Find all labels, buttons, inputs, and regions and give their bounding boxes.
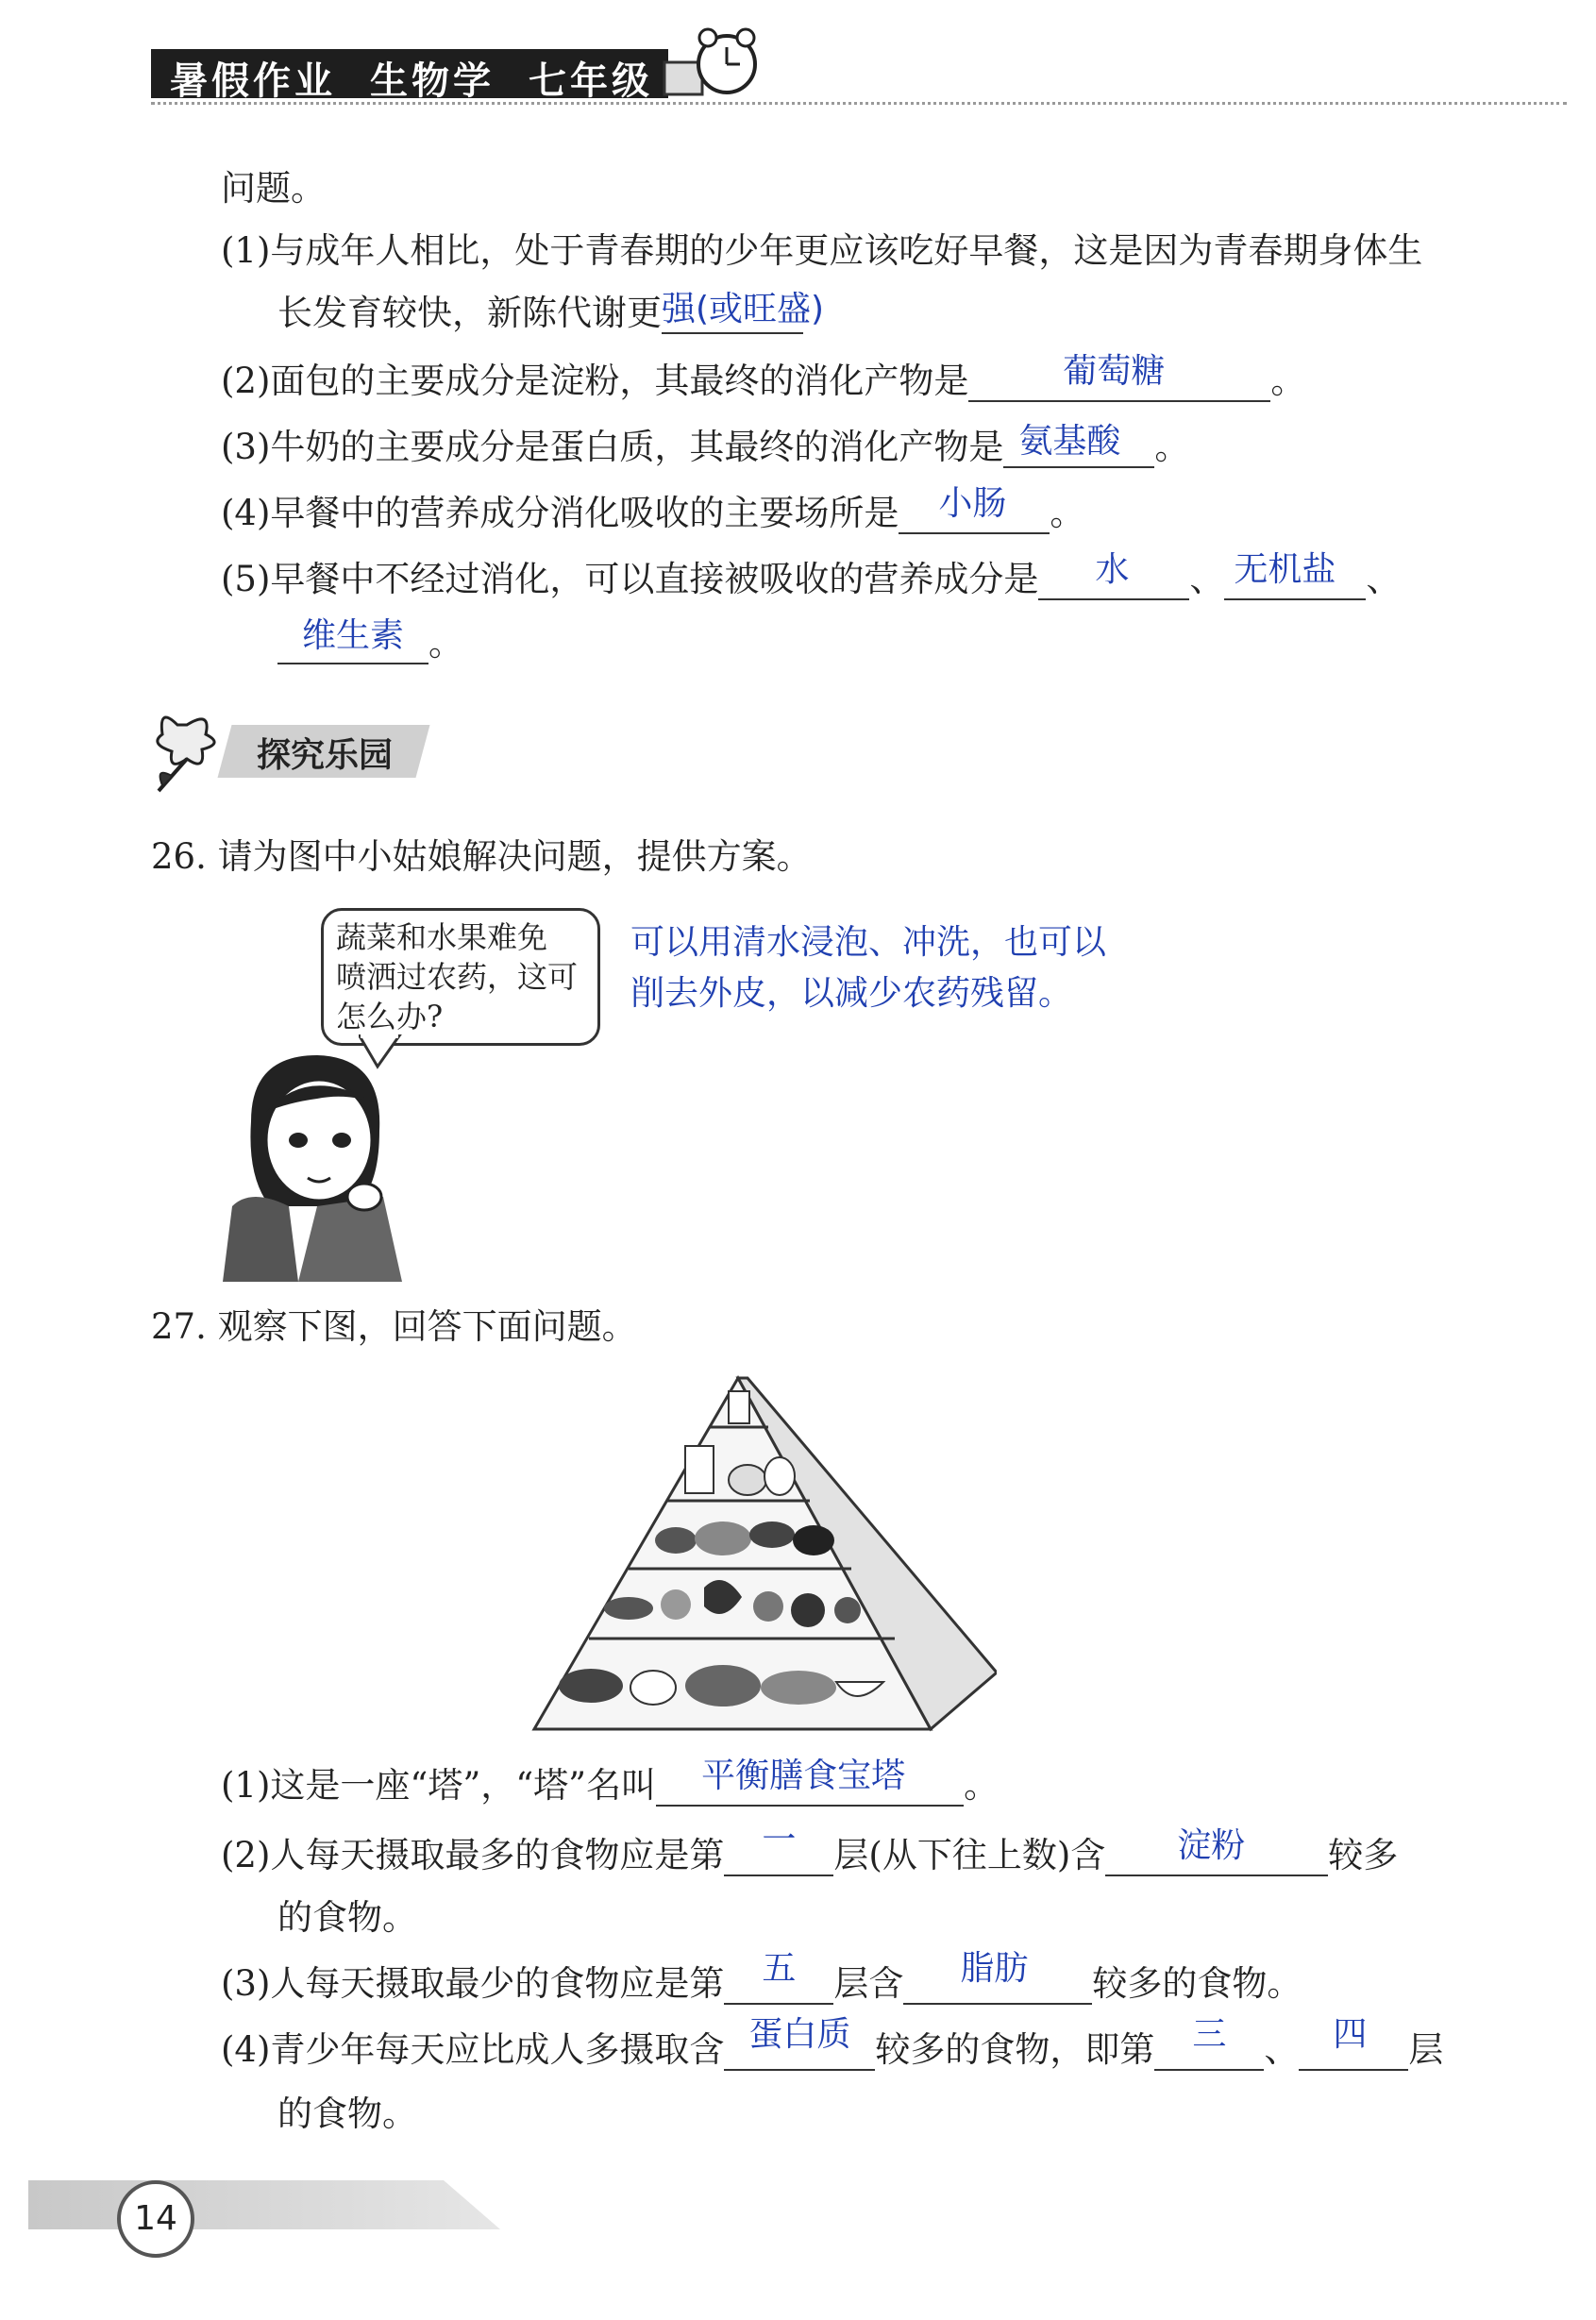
page-number: 14 <box>117 2180 194 2258</box>
q27-s4-blank2 <box>1154 2015 1264 2071</box>
q27-s4-text-d: 的食物。 <box>277 2093 417 2134</box>
q27-s1-answer: 平衡膳食宝塔 <box>701 1757 906 1795</box>
header-subject: 生物学 <box>370 59 495 103</box>
q25-line0: 问题。 <box>221 168 326 209</box>
q27-s4 <box>221 2015 1444 2071</box>
q25-s1-line-a: (1)与成年人相比，处于青春期的少年更应该吃好早餐，这是因为青春期身体生 <box>221 230 1423 271</box>
period: 。 <box>964 1765 1000 1806</box>
q25-s1-text: 长发育较快，新陈代谢更 <box>277 293 662 333</box>
q25-s1-blank <box>662 290 825 334</box>
period: 。 <box>1270 361 1306 401</box>
q27-s2-answer2: 淀粉 <box>1177 1826 1246 1865</box>
header-book: 暑假作业 <box>170 59 336 103</box>
q26-prompt: 26. 请为图中小姑娘解决问题，提供方案。 <box>151 836 812 877</box>
q25-s2-answer: 葡萄糖 <box>1063 352 1166 391</box>
q27-s4-answer2: 三 <box>1192 2015 1227 2054</box>
q27-s4-blank3 <box>1299 2015 1408 2071</box>
bubble-line3: 怎么办? <box>336 999 444 1034</box>
q27-s4-text-a: (4)青少年每天应比成人多摄取含 <box>221 2029 725 2070</box>
period: 。 <box>428 623 463 664</box>
q25-s5-line-b <box>277 616 463 664</box>
q25-s3-text: (3)牛奶的主要成分是蛋白质，其最终的消化产物是 <box>221 427 1004 467</box>
q25-s5-blank3 <box>277 616 428 664</box>
separator: 、 <box>1366 559 1402 599</box>
q27-s2-text-c: 较多 <box>1328 1835 1399 1875</box>
q27-s3 <box>221 1949 1302 2005</box>
q26-answer-line1: 可以用清水浸泡、冲洗，也可以 <box>630 923 1107 962</box>
footer-bar <box>28 2180 500 2229</box>
bubble-line1: 蔬菜和水果难免 <box>336 919 548 955</box>
q27-s2-text-d: 的食物。 <box>277 1897 417 1938</box>
girl-illustration <box>213 1046 402 1291</box>
q27-s3-answer2: 脂肪 <box>960 1949 1029 1988</box>
header-grade: 七年级 <box>529 59 653 103</box>
q27-s2-text-a: (2)人每天摄取最多的食物应是第 <box>221 1835 725 1875</box>
q27-s4-text-b: 较多的食物，即第 <box>875 2029 1155 2070</box>
q25-s4-blank <box>899 484 1050 534</box>
q27-s1-blank <box>656 1757 964 1807</box>
q25-s5-answer1: 水 <box>1095 550 1130 589</box>
q25-s5-answer3: 维生素 <box>302 616 405 655</box>
header-divider <box>151 102 1567 105</box>
q25-s2-text: (2)面包的主要成分是淀粉，其最终的消化产物是 <box>221 361 969 401</box>
q27-s1-text: (1)这是一座“塔”，“塔”名叫 <box>221 1765 657 1806</box>
q27-s3-text-a: (3)人每天摄取最少的食物应是第 <box>221 1963 725 2004</box>
bubble-line2: 喷洒过农药，这可 <box>336 959 579 995</box>
q25-s5-blank1 <box>1038 550 1189 600</box>
q27-s3-answer1: 五 <box>762 1949 797 1988</box>
header-title <box>170 51 687 105</box>
q27-s3-blank2 <box>903 1949 1092 2005</box>
q25-s3-blank <box>1003 422 1154 468</box>
q26-answer-line2: 削去外皮，以减少农药残留。 <box>630 974 1073 1013</box>
alarm-clock-icon <box>661 25 764 100</box>
q25-s5-text: (5)早餐中不经过消化，可以直接被吸收的营养成分是 <box>221 559 1039 599</box>
q27-prompt: 27. 观察下图，回答下面问题。 <box>151 1306 637 1347</box>
q27-s3-blank1 <box>724 1949 833 2005</box>
q27-s2 <box>221 1821 1399 1876</box>
q27-s3-text-c: 较多的食物。 <box>1092 1963 1302 2004</box>
q25-s5-blank2 <box>1224 550 1366 600</box>
q27-s4-text-c: 层 <box>1408 2029 1444 2070</box>
q27-s1 <box>221 1757 1000 1807</box>
q27-s2-answer1: 一 <box>762 1821 797 1859</box>
q27-s2-blank2 <box>1105 1826 1328 1876</box>
period: 。 <box>1050 493 1085 533</box>
q27-s4-blank1 <box>724 2015 875 2071</box>
q27-s2-text-b: 层(从下往上数)含 <box>833 1835 1106 1875</box>
q25-s1-line-b <box>277 290 825 334</box>
q27-s2-blank1 <box>724 1821 833 1876</box>
q25-s1-answer: 强(或旺盛) <box>662 290 825 328</box>
section-title: 探究乐园 <box>257 736 394 775</box>
q25-s4 <box>221 484 1085 534</box>
q25-s2 <box>221 352 1306 402</box>
q25-s4-answer: 小肠 <box>938 484 1007 523</box>
q27-s3-text-b: 层含 <box>833 1963 904 2004</box>
q27-s4-answer1: 蛋白质 <box>748 2015 851 2054</box>
q27-s4-answer3: 四 <box>1333 2015 1368 2054</box>
separator: 、 <box>1264 2029 1300 2070</box>
flower-icon <box>149 706 234 793</box>
q25-s5-answer2: 无机盐 <box>1234 550 1336 589</box>
separator: 、 <box>1189 559 1225 599</box>
q25-s2-blank <box>968 352 1270 402</box>
q25-s3 <box>221 422 1190 468</box>
q25-s5 <box>221 550 1402 600</box>
period: 。 <box>1154 427 1190 467</box>
food-pyramid-illustration <box>525 1370 997 1740</box>
q25-s4-text: (4)早餐中的营养成分消化吸收的主要场所是 <box>221 493 899 533</box>
q25-s3-answer: 氨基酸 <box>1018 422 1121 461</box>
